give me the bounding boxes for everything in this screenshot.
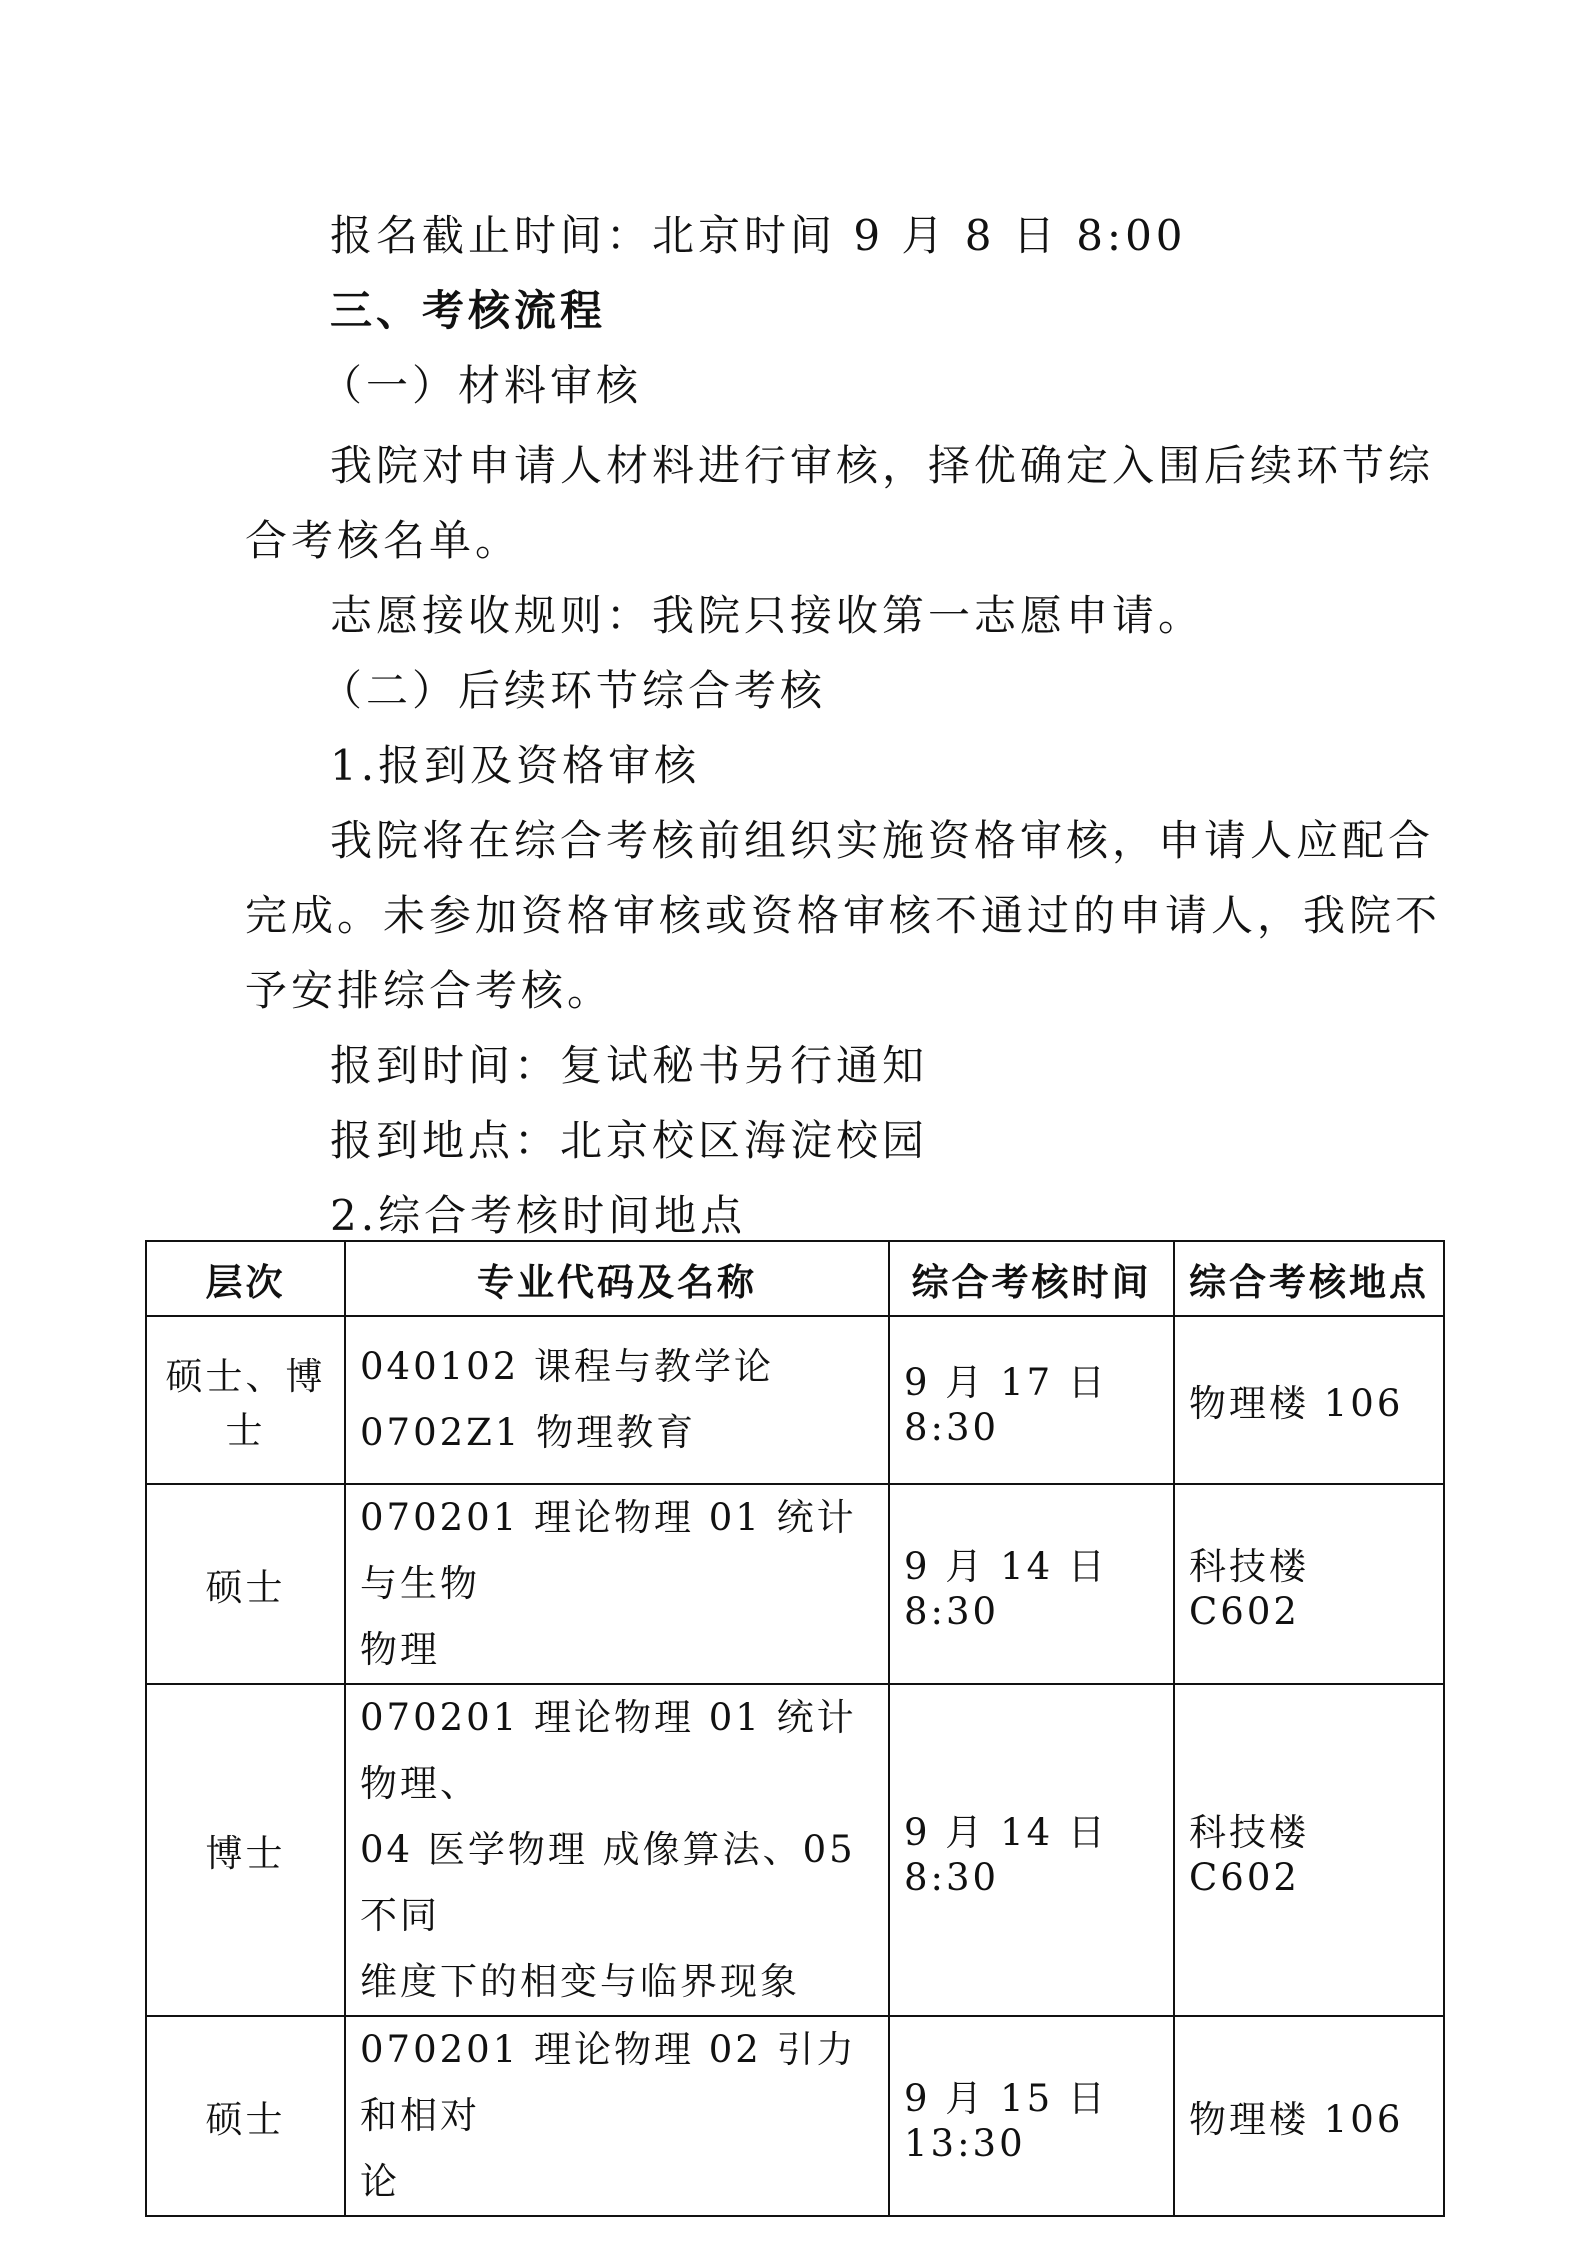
item-title: 2.综合考核时间地点 bbox=[330, 1191, 747, 1240]
place-cell: 科技楼 C602 bbox=[1174, 1484, 1444, 1684]
header-level: 层次 bbox=[146, 1241, 345, 1316]
deadline-text: 报名截止时间：北京时间 9 月 8 日 8:00 bbox=[330, 211, 1187, 260]
subsection-title: （一）材料审核 bbox=[320, 361, 643, 410]
report-place-text: 报到地点：北京校区海淀校园 bbox=[330, 1116, 929, 1165]
paragraph-line: 完成。未参加资格审核或资格审核不通过的申请人，我院不 bbox=[245, 891, 1442, 940]
time-cell: 9 月 14 日 8:30 bbox=[889, 1684, 1174, 2016]
major-cell bbox=[345, 1484, 889, 1684]
time-cell: 9 月 17 日 8:30 bbox=[889, 1316, 1174, 1484]
level-cell: 博士 bbox=[146, 1684, 345, 2016]
paragraph-line: 合考核名单。 bbox=[245, 516, 522, 565]
rule-text: 志愿接收规则：我院只接收第一志愿申请。 bbox=[330, 591, 1205, 640]
time-cell: 9 月 15 日 13:30 bbox=[889, 2016, 1174, 2216]
place-cell: 物理楼 106 bbox=[1174, 1316, 1444, 1484]
schedule-table bbox=[145, 1240, 1445, 2217]
major-cell bbox=[345, 1316, 889, 1484]
table-header-row bbox=[146, 1241, 1444, 1316]
subsection-title: （二）后续环节综合考核 bbox=[320, 666, 827, 715]
table-row bbox=[146, 1316, 1444, 1484]
major-cell bbox=[345, 1684, 889, 2016]
major-line: 070201 理论物理 01 统计物理、 bbox=[360, 1696, 857, 1805]
place-cell: 科技楼 C602 bbox=[1174, 1684, 1444, 2016]
section-title: 三、考核流程 bbox=[330, 286, 607, 335]
major-line: 论 bbox=[360, 2160, 400, 2203]
header-major: 专业代码及名称 bbox=[345, 1241, 889, 1316]
table-row bbox=[146, 1684, 1444, 2016]
major-line: 维度下的相变与临界现象 bbox=[360, 1960, 800, 2003]
time-cell: 9 月 14 日 8:30 bbox=[889, 1484, 1174, 1684]
major-line: 物理 bbox=[360, 1628, 440, 1671]
major-line: 0702Z1 物理教育 bbox=[360, 1411, 697, 1454]
major-line: 040102 课程与教学论 bbox=[360, 1345, 775, 1388]
report-time-text: 报到时间：复试秘书另行通知 bbox=[330, 1041, 929, 1090]
paragraph-line: 予安排综合考核。 bbox=[245, 966, 614, 1015]
major-line: 070201 理论物理 02 引力和相对 bbox=[360, 2028, 857, 2137]
header-place: 综合考核地点 bbox=[1174, 1241, 1444, 1316]
major-line: 070201 理论物理 01 统计与生物 bbox=[360, 1496, 857, 1605]
paragraph-line: 我院将在综合考核前组织实施资格审核，申请人应配合 bbox=[330, 816, 1435, 865]
level-cell: 硕士 bbox=[146, 1484, 345, 1684]
table-row bbox=[146, 2016, 1444, 2216]
major-cell bbox=[345, 2016, 889, 2216]
paragraph-line: 我院对申请人材料进行审核，择优确定入围后续环节综 bbox=[330, 441, 1435, 490]
table-row bbox=[146, 1484, 1444, 1684]
header-time: 综合考核时间 bbox=[889, 1241, 1174, 1316]
level-cell: 硕士 bbox=[146, 2016, 345, 2216]
level-cell: 硕士、博士 bbox=[146, 1316, 345, 1484]
item-title: 1.报到及资格审核 bbox=[330, 741, 701, 790]
place-cell: 物理楼 106 bbox=[1174, 2016, 1444, 2216]
major-line: 04 医学物理 成像算法、05 不同 bbox=[360, 1828, 856, 1937]
